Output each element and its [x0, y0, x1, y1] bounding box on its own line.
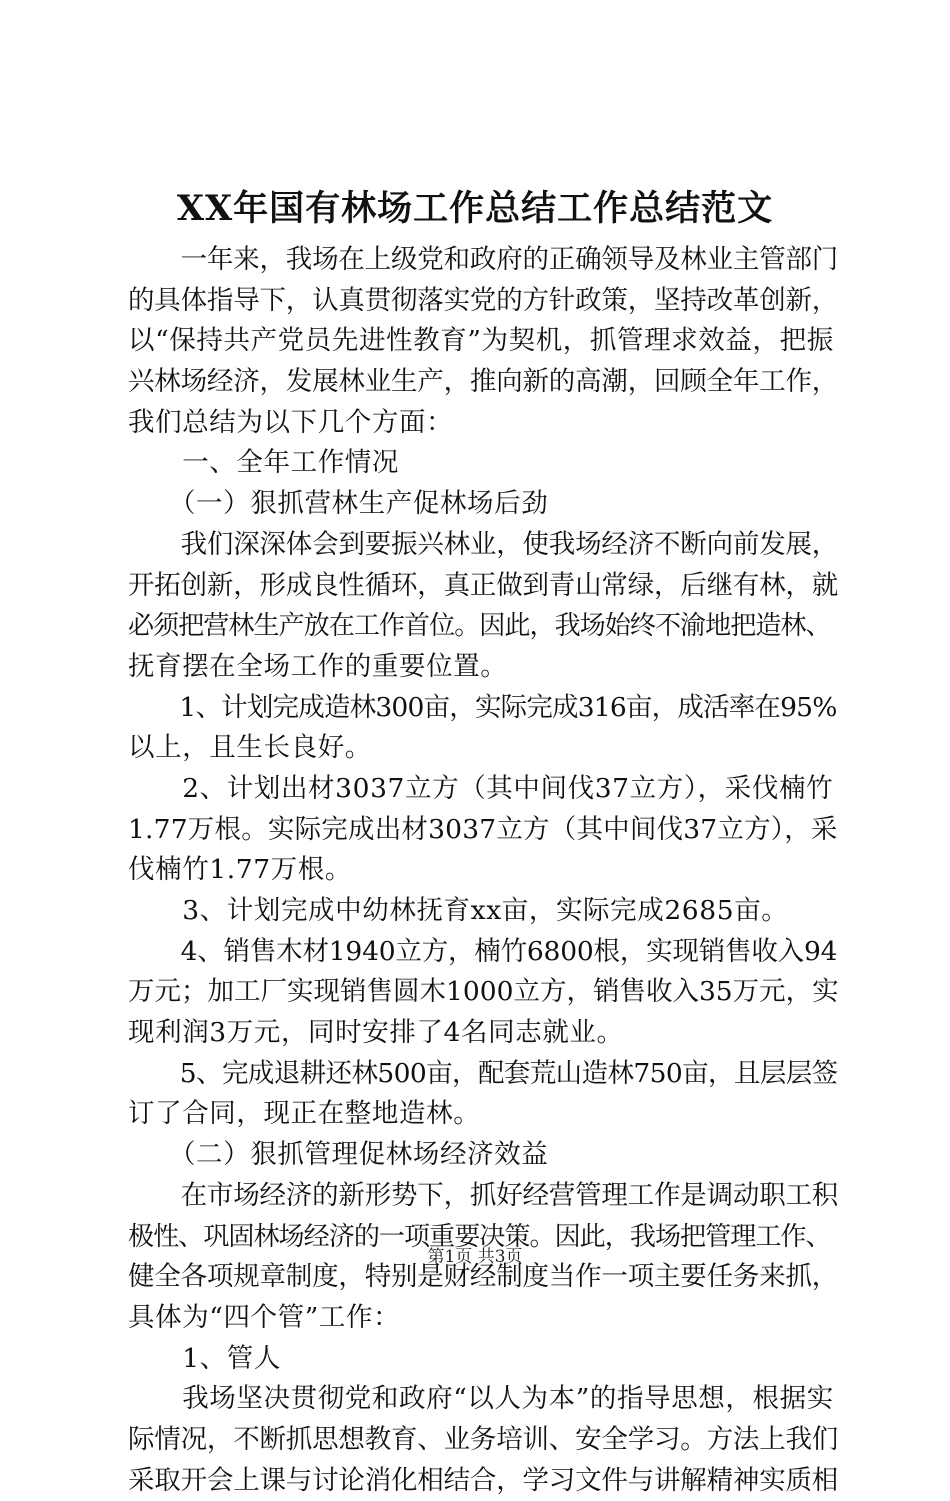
body-line: 订了合同，现正在整地造林。: [128, 1098, 481, 1130]
document-body: [128, 240, 839, 1501]
body-line: 伐楠竹1.77万根。: [128, 854, 353, 886]
body-line: 健全各项规章制度，特别是财经制度当作一项主要任务来抓，: [128, 1261, 839, 1293]
body-line: 必须把营林生产放在工作首位。因此，我场始终不渝地把造林、: [128, 611, 831, 642]
body-line: 万元；加工厂实现销售圆木1000立方，销售收入35万元，实: [128, 976, 839, 1008]
body-line: 一年来，我场在上级党和政府的正确领导及林业主管部门: [128, 244, 839, 275]
body-line: 极性、巩固林场经济的一项重要决策。因此，我场把管理工作、: [128, 1221, 831, 1252]
body-line: 以“保持共产党员先进性教育”为契机，抓管理求效益，把振: [128, 325, 834, 357]
body-line: 5、完成退耕还林500亩，配套荒山造林750亩，且层层签: [128, 1057, 838, 1089]
item-heading: 1、管人: [128, 1342, 281, 1374]
subsection-heading: （一）狠抓营林生产促林场后劲: [128, 488, 549, 520]
body-line: 的具体指导下，认真贯彻落实党的方针政策，坚持改革创新，: [128, 284, 839, 316]
body-line: 抚育摆在全场工作的重要位置。: [128, 650, 508, 682]
section-heading: 一、全年工作情况: [128, 447, 399, 479]
body-line: 具体为“四个管”工作：: [128, 1301, 401, 1333]
body-line: 我们总结为以下几个方面：: [128, 406, 454, 438]
subsection-heading: （二）狠抓管理促林场经济效益: [128, 1139, 549, 1171]
body-line: 现利润3万元，同时安排了4名同志就业。: [128, 1017, 624, 1049]
body-line: 我场坚决贯彻党和政府“以人为本”的指导思想，根据实: [128, 1383, 834, 1415]
body-line: 3、计划完成中幼林抚育xx亩，实际完成2685亩。: [128, 895, 789, 926]
body-line: 采取开会上课与讨论消化相结合，学习文件与讲解精神实质相: [128, 1464, 839, 1496]
body-line: 4、销售木材1940立方，楠竹6800根，实现销售收入94: [128, 935, 838, 967]
page-footer: 第1页 共3页: [427, 1247, 523, 1267]
body-line: 1.77万根。实际完成出材3037立方（其中间伐37立方），采: [128, 813, 838, 845]
body-line: 1、计划完成造林300亩，实际完成316亩，成活率在95%: [128, 691, 837, 723]
body-line: 2、计划出材3037立方（其中间伐37立方），采伐楠竹: [128, 772, 834, 804]
body-line: 开拓创新，形成良性循环，真正做到青山常绿，后继有林，就: [128, 569, 839, 601]
body-line: 在市场经济的新形势下，抓好经营管理工作是调动职工积: [128, 1179, 839, 1211]
body-line: 兴林场经济，发展林业生产，推向新的高潮，回顾全年工作，: [128, 366, 839, 398]
body-line: 以上，且生长良好。: [128, 732, 372, 764]
body-line: 际情况，不断抓思想教育、业务培训、安全学习。方法上我们: [128, 1423, 839, 1455]
body-line: 我们深深体会到要振兴林业，使我场经济不断向前发展，: [128, 528, 839, 560]
document-title: XX年国有林场工作总结工作总结范文: [176, 188, 774, 229]
